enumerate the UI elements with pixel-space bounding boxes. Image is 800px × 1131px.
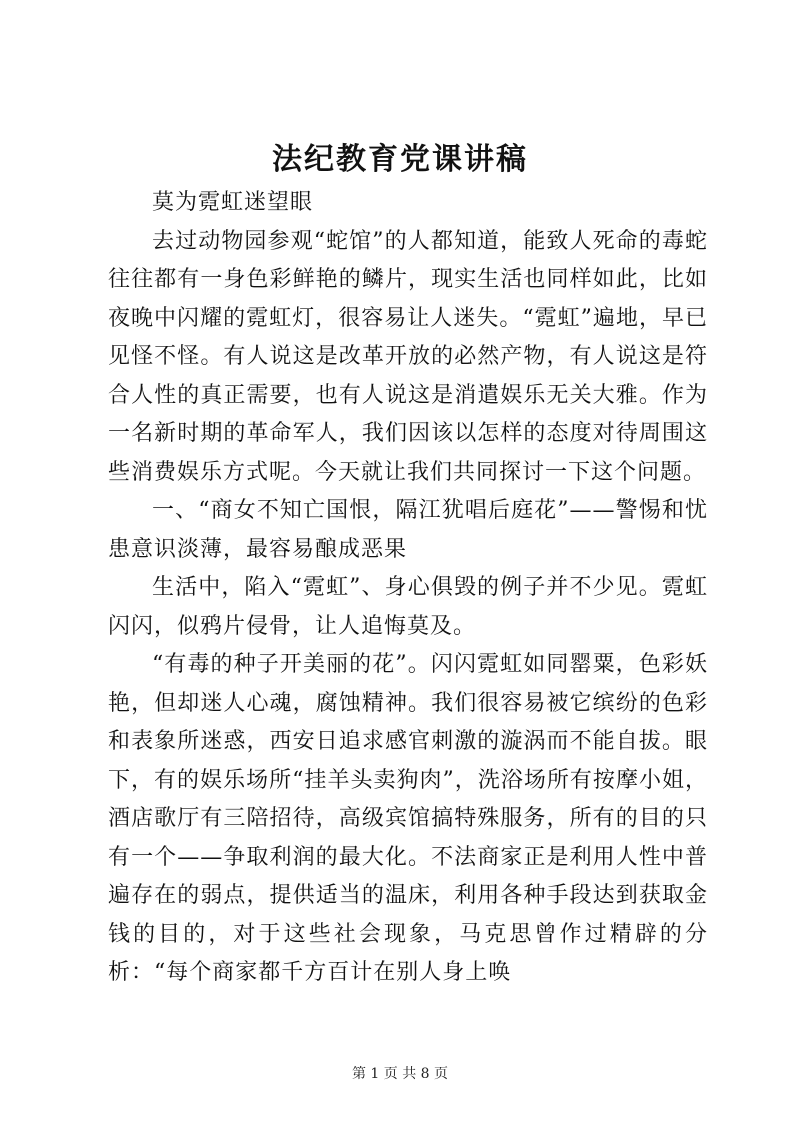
section-heading: 一、“商女不知亡国恨，隔江犹唱后庭花”——警惕和忧患意识淡薄，最容易酿成恶果 (108, 498, 708, 562)
body-paragraph: 去过动物园参观“蛇馆”的人都知道，能致人死命的毒蛇往往都有一身色彩鲜艳的鳞片，现实生活也同样如此，比如夜晚中闪耀的霓虹灯，很容易让人迷失。“霓虹”遍地，早已见怪不怪。有人说这是改革开放的必然产物，有人说这是符合人性的真正需要，也有人说这是消遣娱乐无关大雅。作为一名新时期的革命军人，我们因该以怎样的态度对待周围这些消费娱乐方式呢。今天就让我们共同探讨一下这个问题。 (108, 228, 708, 485)
page-footer: 第 1 页 共 8 页 (351, 1066, 449, 1082)
body-paragraph: 生活中，陷入“霓虹”、身心俱毁的例子并不少见。霓虹闪闪，似鸦片侵骨，让人追悔莫及。 (108, 575, 708, 639)
document-body (108, 184, 708, 993)
document-title: 法纪教育党课讲稿 (272, 142, 528, 177)
section-heading: 莫为霓虹迷望眼 (152, 190, 314, 215)
body-paragraph: “有毒的种子开美丽的花”。闪闪霓虹如同罂粟，色彩妖艳，但却迷人心魂，腐蚀精神。我们很容易被它缤纷的色彩和表象所迷惑，西安日追求感官刺激的漩涡而不能自拔。眼下，有的娱乐场所“挂羊头卖狗肉”，洗浴场所有按摩小姐，酒店歌厅有三陪招待，高级宾馆搞特殊服务，所有的目的只有一个——争取利润的最大化。不法商家正是利用人性中普遍存在的弱点，提供适当的温床，利用各种手段达到获取金钱的目的，对于这些社会现象，马克思曾作过精辟的分析：“每个商家都千方百计在别人身上唤 (108, 652, 708, 985)
